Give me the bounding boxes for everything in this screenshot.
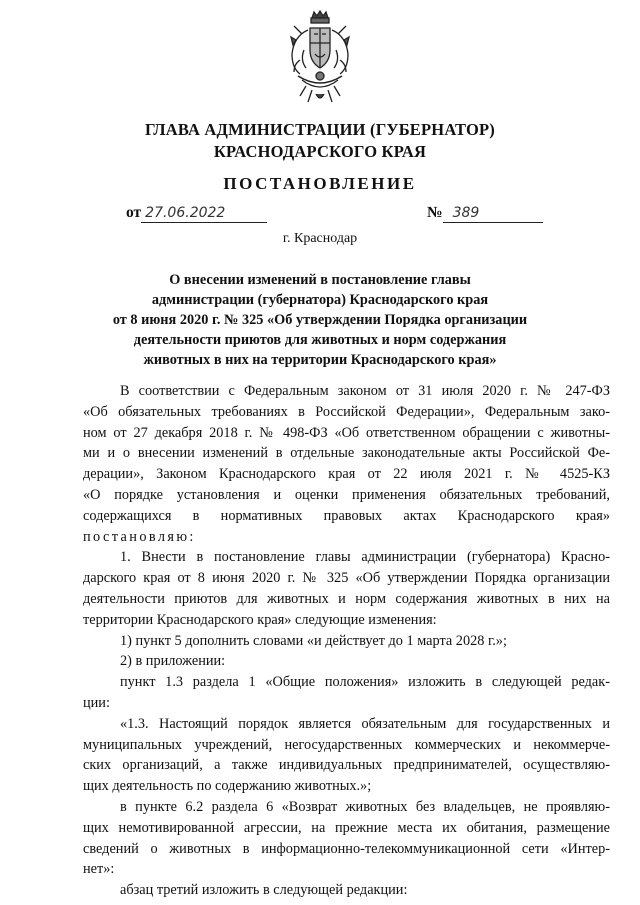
body-line: щих немотивированной агрессии, на прежние места их обитания, размещение [83,819,610,836]
body-line: дарского края от 8 июня 2020 г. № 325 «Об утверждении Порядка организации [83,570,610,587]
body-line: «1.3. Настоящий порядок является обязательным для государственных и [120,715,610,732]
document-body [83,381,610,901]
body-line: деятельности приютов для животных и норм содержания животных в них на [83,590,610,607]
body-line: дерации», Законом Краснодарского края от 22 июля 2021 г. № 4525-КЗ [83,466,610,483]
body-line: территории Краснодарского края» следующие изменения: [83,611,437,628]
title-line: животных в них на территории Краснодарского края» [143,352,497,368]
date-handwritten: 27.06.2022 [145,205,226,221]
title-line: администрации (губернатора) Краснодарского края [151,292,489,308]
document-title [90,270,550,370]
body-line: 1. Внести в постановление главы администрации (губернатора) Красно- [120,549,610,566]
body-line: нет»: [83,861,115,878]
body-line: ции: [83,694,110,711]
title-line: деятельности приютов для животных и норм содержания [133,332,507,348]
body-line: в пункте 6.2 раздела 6 «Возврат животных без владельцев, не проявляю- [120,798,610,815]
body-line: ми и о внесении изменений в отдельные законодательные акты Российской Фе- [83,445,610,462]
body-line: «Об обязательных требованиях в Российской Федерации», Федеральным зако- [83,403,610,420]
number-prefix: № [427,204,443,221]
body-line: муниципальных учреждений, негосударственных коммерческих и некоммерче- [83,736,610,753]
body-line: «О порядке установления и оценки применения обязательных требований, [83,486,610,503]
title-line: от 8 июня 2020 г. № 325 «Об утверждении Порядка организации [112,312,528,328]
issuing-authority-line1: ГЛАВА АДМИНИСТРАЦИИ (ГУБЕРНАТОР) [145,120,495,139]
body-line: В соответствии с Федеральным законом от 31 июля 2020 г. № 247-ФЗ [120,383,610,399]
body-line: содержащихся в нормативных правовых актах Краснодарского края» [83,507,610,524]
body-line: ном от 27 декабря 2018 г. № 498-ФЗ «Об ответственном обращении с животны- [83,424,610,441]
title-line: О внесении изменений в постановление главы [169,272,471,288]
document-number [427,204,543,223]
body-line: 1) пункт 5 дополнить словами «и действует до 1 марта 2028 г.»; [120,632,507,649]
body-line: 2) в приложении: [120,653,226,670]
body-line: ских организаций, а также индивидуальных предпринимателей, осуществляю- [83,757,610,774]
document-type: ПОСТАНОВЛЕНИЕ [223,174,417,193]
body-line: щих деятельность по содержанию животных.»; [83,778,372,795]
body-line: сведений о животных в информационно-телекоммуникационной сети «Интер- [83,840,610,857]
body-line: абзац третий изложить в следующей редакции: [120,882,408,899]
issuing-authority-line2: КРАСНОДАРСКОГО КРАЯ [213,142,427,161]
date-prefix: от [126,204,142,221]
place-of-issue: г. Краснодар [282,231,358,246]
document-date [126,204,267,223]
decree-word: постановляю: [83,528,196,545]
body-line: пункт 1.3 раздела 1 «Общие положения» изложить в следующей редак- [120,674,610,691]
number-handwritten: 389 [452,205,480,221]
coat-of-arms-emblem [288,10,352,108]
